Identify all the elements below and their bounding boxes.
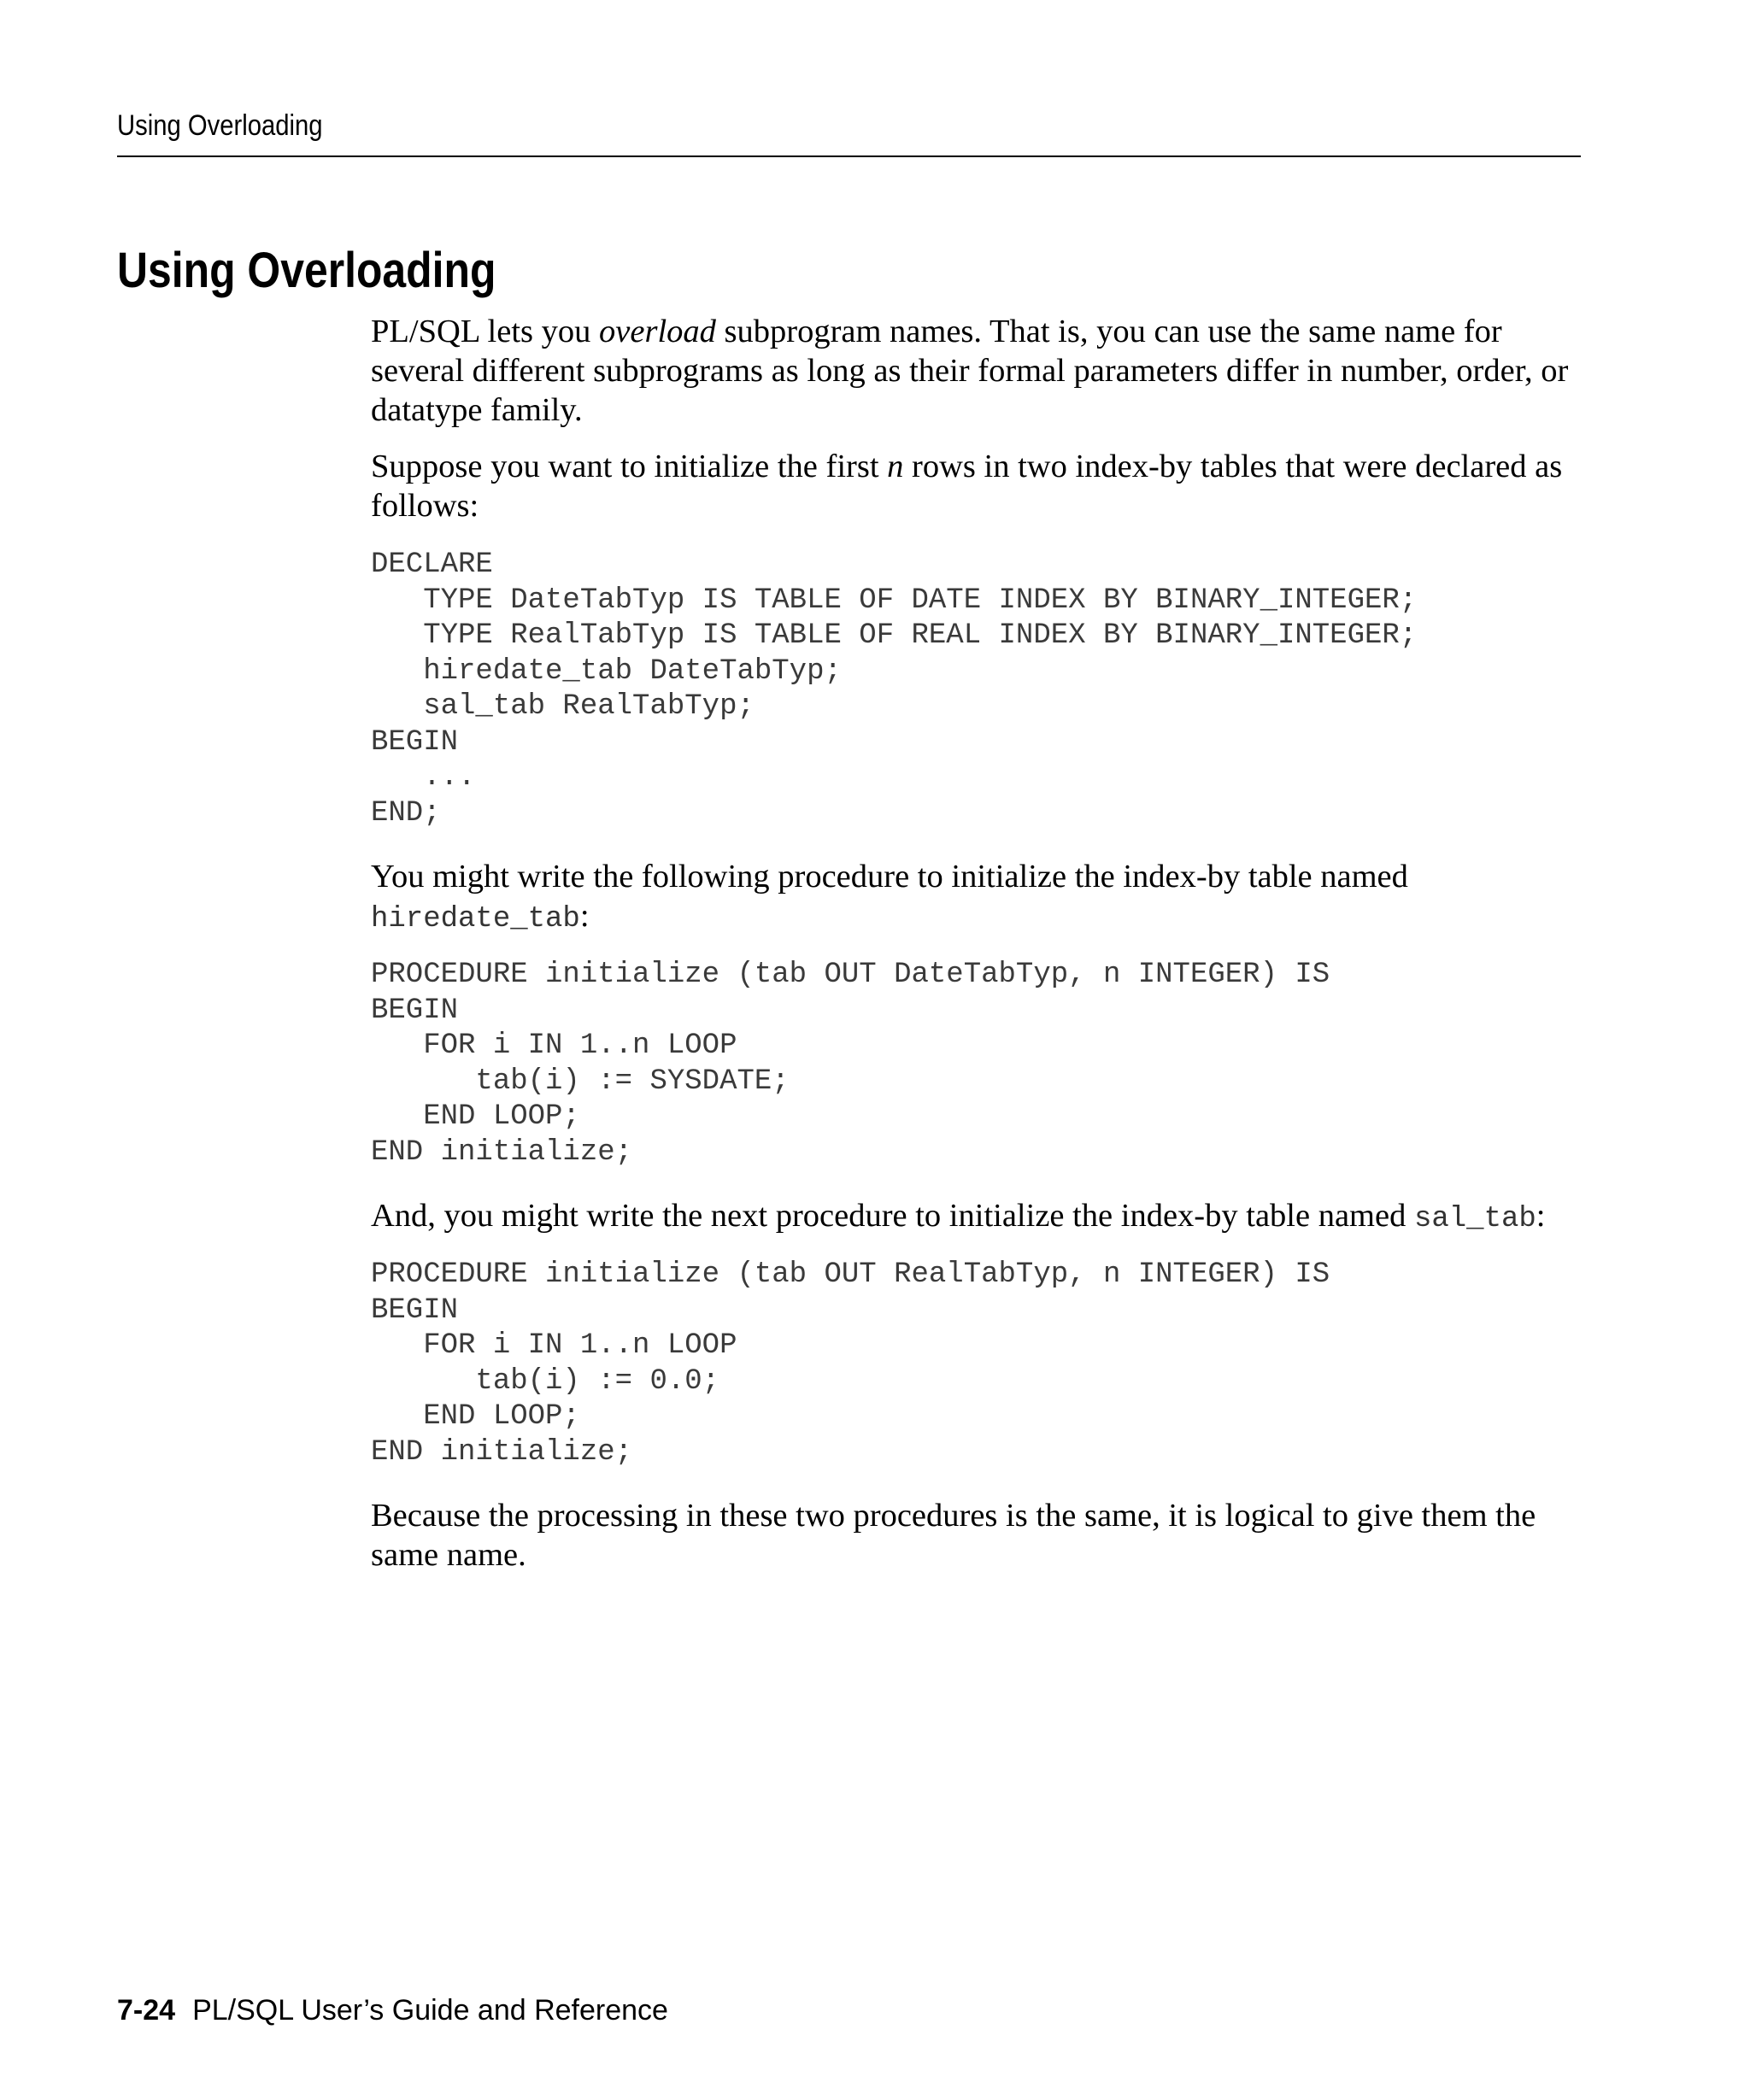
sal-paragraph bbox=[371, 1196, 1584, 1239]
page-number: 7-24 bbox=[117, 1994, 176, 2027]
code-line: END LOOP; bbox=[371, 1400, 580, 1433]
code-line: sal_tab RealTabTyp; bbox=[371, 690, 755, 723]
suppose-text-before: Suppose you want to initialize the first bbox=[371, 449, 888, 484]
overload-emphasis: overload bbox=[599, 314, 716, 349]
running-header: Using Overloading bbox=[117, 109, 323, 142]
section-title: Using Overloading bbox=[117, 243, 496, 298]
code-line: tab(i) := 0.0; bbox=[371, 1364, 720, 1398]
code-line: PROCEDURE initialize (tab OUT RealTabTyp, n INTEGER) IS bbox=[371, 1258, 1330, 1291]
code-line: TYPE DateTabTyp IS TABLE OF DATE INDEX BY BINARY_INTEGER; bbox=[371, 584, 1418, 617]
suppose-paragraph bbox=[371, 447, 1584, 525]
code-line: BEGIN bbox=[371, 1293, 459, 1327]
code-line: END initialize; bbox=[371, 1435, 633, 1469]
code-line: tab(i) := SYSDATE; bbox=[371, 1065, 790, 1098]
code-line: END LOOP; bbox=[371, 1100, 580, 1133]
code-line: TYPE RealTabTyp IS TABLE OF REAL INDEX BY BINARY_INTEGER; bbox=[371, 619, 1418, 652]
real-procedure-code-block bbox=[371, 1258, 1584, 1470]
code-line: PROCEDURE initialize (tab OUT DateTabTyp, n INTEGER) IS bbox=[371, 959, 1330, 991]
intro-paragraph bbox=[371, 312, 1584, 430]
hiredate-colon: : bbox=[579, 898, 590, 934]
sal-tab-code: sal_tab bbox=[1413, 1203, 1536, 1235]
hiredate-paragraph bbox=[371, 857, 1584, 939]
suppose-text-after: rows in two index-by tables that were declared as follows: bbox=[371, 449, 1563, 524]
header-divider bbox=[117, 155, 1581, 157]
code-line: END initialize; bbox=[371, 1135, 633, 1169]
code-line: ... bbox=[371, 761, 476, 794]
code-line: BEGIN bbox=[371, 994, 459, 1027]
intro-text-after: subprogram names. That is, you can use the same name for several different subprograms as long as their formal parameters differ in number, order, or datatype family. bbox=[371, 314, 1569, 428]
sal-text: And, you might write the next procedure to initialize the index-by table named bbox=[371, 1198, 1414, 1234]
code-line: END; bbox=[371, 796, 441, 830]
code-line: hiredate_tab DateTabTyp; bbox=[371, 654, 842, 688]
sal-colon: : bbox=[1536, 1198, 1546, 1234]
intro-text-before: PL/SQL lets you bbox=[371, 314, 600, 349]
code-line: DECLARE bbox=[371, 548, 493, 581]
main-content bbox=[371, 312, 1584, 1575]
hiredate-tab-code: hiredate_tab bbox=[371, 903, 580, 936]
code-line: BEGIN bbox=[371, 725, 459, 759]
declare-code-block bbox=[371, 548, 1584, 831]
code-line: FOR i IN 1..n LOOP bbox=[371, 1329, 737, 1362]
conclusion-paragraph: Because the processing in these two procedures is the same, it is logical to give them the same name. bbox=[371, 1498, 1536, 1573]
book-title: PL/SQL User’s Guide and Reference bbox=[192, 1994, 668, 2027]
code-line: FOR i IN 1..n LOOP bbox=[371, 1029, 737, 1062]
hiredate-text: You might write the following procedure to initialize the index-by table named bbox=[371, 859, 1408, 895]
n-emphasis: n bbox=[887, 449, 904, 484]
date-procedure-code-block bbox=[371, 958, 1584, 1170]
page-footer bbox=[117, 1994, 668, 2027]
